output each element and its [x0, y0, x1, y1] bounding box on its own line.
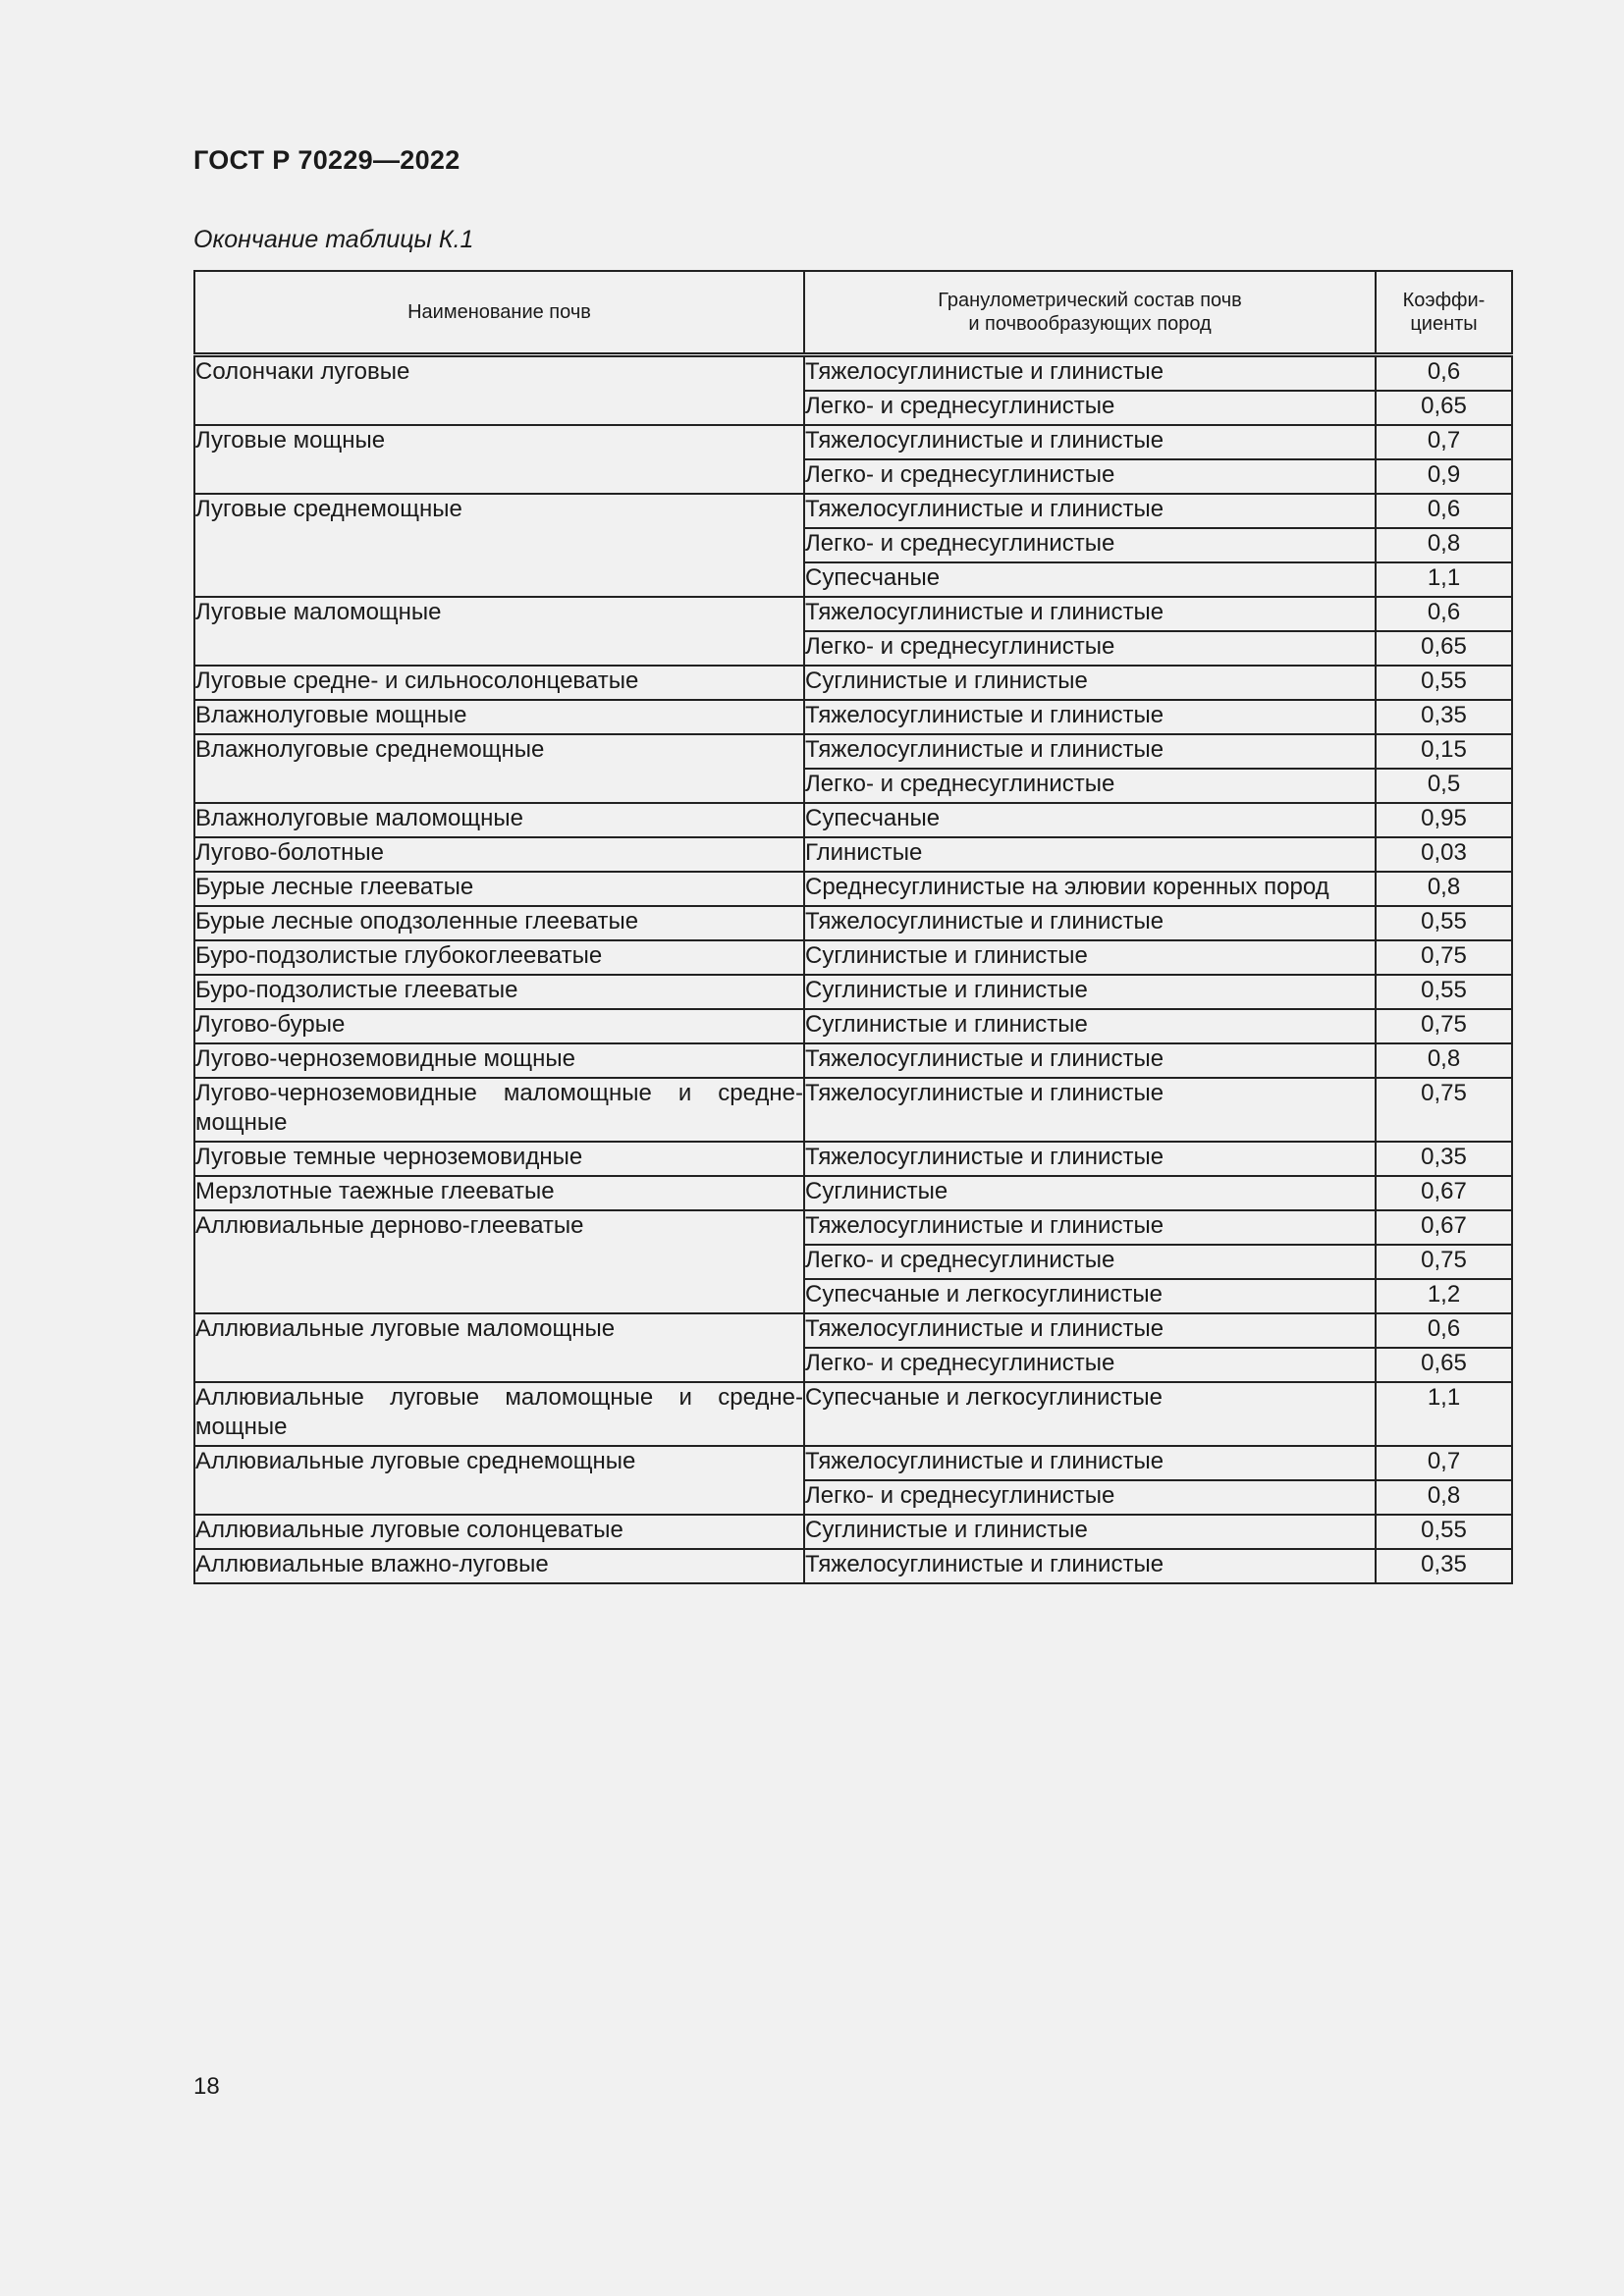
coefficient-cell: 0,67	[1376, 1176, 1512, 1210]
soil-name-cell: Луговые темные черноземовидные	[194, 1142, 804, 1176]
coefficient-cell: 0,8	[1376, 528, 1512, 562]
coefficient-cell: 0,6	[1376, 1313, 1512, 1348]
table-row	[194, 355, 1512, 392]
column-header-line: Коэффи-	[1402, 290, 1486, 311]
composition-cell: Легко- и среднесуглинистые	[804, 528, 1376, 562]
table-row	[194, 1549, 1512, 1583]
soil-name-cell: Солончаки луговые	[194, 355, 804, 426]
composition-cell: Суглинистые и глинистые	[804, 1009, 1376, 1043]
soil-name-cell: Луговые средне- и сильносолонцеватые	[194, 666, 804, 700]
composition-cell: Суглинистые и глинистые	[804, 666, 1376, 700]
column-header-line: Гранулометрический состав почв	[938, 290, 1242, 311]
soil-name-cell: Лугово-черноземовидные мощные	[194, 1043, 804, 1078]
composition-cell: Легко- и среднесуглинистые	[804, 769, 1376, 803]
soil-coefficients-table	[193, 270, 1513, 1584]
composition-cell: Суглинистые и глинистые	[804, 975, 1376, 1009]
coefficient-cell: 0,9	[1376, 459, 1512, 494]
soil-name-cell: Лугово-черноземовидные маломощные и средне-мощные	[194, 1078, 804, 1142]
composition-cell: Тяжелосуглинистые и глинистые	[804, 1142, 1376, 1176]
soil-name-cell: Буро-подзолистые глубокоглееватые	[194, 940, 804, 975]
coefficient-cell: 0,6	[1376, 494, 1512, 528]
coefficient-cell: 0,65	[1376, 1348, 1512, 1382]
composition-cell: Супесчаные и легкосуглинистые	[804, 1382, 1376, 1446]
composition-cell: Тяжелосуглинистые и глинистые	[804, 906, 1376, 940]
table-row	[194, 666, 1512, 700]
document-code: ГОСТ Р 70229—2022	[193, 145, 460, 175]
coefficient-cell: 0,8	[1376, 1480, 1512, 1515]
table-row	[194, 1210, 1512, 1245]
soil-name-cell: Лугово-болотные	[194, 837, 804, 872]
composition-cell: Тяжелосуглинистые и глинистые	[804, 425, 1376, 459]
coefficient-cell: 0,35	[1376, 1549, 1512, 1583]
composition-cell: Тяжелосуглинистые и глинистые	[804, 700, 1376, 734]
coefficient-cell: 0,55	[1376, 975, 1512, 1009]
coefficient-cell: 0,55	[1376, 1515, 1512, 1549]
table-row	[194, 837, 1512, 872]
composition-cell: Легко- и среднесуглинистые	[804, 1245, 1376, 1279]
coefficient-cell: 0,15	[1376, 734, 1512, 769]
soil-name-cell: Аллювиальные луговые солонцеватые	[194, 1515, 804, 1549]
column-header-line: циенты	[1410, 313, 1478, 335]
composition-cell: Суглинистые и глинистые	[804, 940, 1376, 975]
composition-cell: Легко- и среднесуглинистые	[804, 1348, 1376, 1382]
column-header-line: и почвообразующих пород	[968, 313, 1212, 335]
table-row	[194, 494, 1512, 528]
coefficient-cell: 0,5	[1376, 769, 1512, 803]
table-row	[194, 1515, 1512, 1549]
coefficient-cell: 1,2	[1376, 1279, 1512, 1313]
table-row	[194, 1078, 1512, 1142]
soil-name-cell: Мерзлотные таежные глееватые	[194, 1176, 804, 1210]
composition-cell: Суглинистые	[804, 1176, 1376, 1210]
soil-name-cell: Луговые среднемощные	[194, 494, 804, 597]
page-number: 18	[193, 2073, 220, 2100]
soil-name-cell: Бурые лесные оподзоленные глееватые	[194, 906, 804, 940]
composition-cell: Тяжелосуглинистые и глинистые	[804, 494, 1376, 528]
coefficient-cell: 0,75	[1376, 1078, 1512, 1142]
soil-name-cell: Влажнолуговые среднемощные	[194, 734, 804, 803]
column-header-coefficient	[1376, 271, 1512, 355]
table-row	[194, 1142, 1512, 1176]
column-header-soil-name	[194, 271, 804, 355]
coefficient-cell: 1,1	[1376, 562, 1512, 597]
table-row	[194, 700, 1512, 734]
coefficient-cell: 0,35	[1376, 1142, 1512, 1176]
table-row	[194, 940, 1512, 975]
coefficient-cell: 0,55	[1376, 906, 1512, 940]
soil-name-cell: Бурые лесные глееватые	[194, 872, 804, 906]
composition-cell: Среднесуглинистые на элювии коренных пород	[804, 872, 1376, 906]
column-header-composition	[804, 271, 1376, 355]
coefficient-cell: 0,67	[1376, 1210, 1512, 1245]
composition-cell: Тяжелосуглинистые и глинистые	[804, 1313, 1376, 1348]
table-row	[194, 872, 1512, 906]
table-row	[194, 975, 1512, 1009]
soil-name-cell: Буро-подзолистые глееватые	[194, 975, 804, 1009]
soil-name-cell: Аллювиальные влажно-луговые	[194, 1549, 804, 1583]
coefficient-cell: 0,7	[1376, 1446, 1512, 1480]
soil-name-cell: Луговые мощные	[194, 425, 804, 494]
composition-cell: Супесчаные	[804, 562, 1376, 597]
composition-cell: Тяжелосуглинистые и глинистые	[804, 734, 1376, 769]
table-row	[194, 906, 1512, 940]
coefficient-cell: 0,75	[1376, 940, 1512, 975]
composition-cell: Суглинистые и глинистые	[804, 1515, 1376, 1549]
composition-cell: Тяжелосуглинистые и глинистые	[804, 355, 1376, 392]
soil-name-cell: Луговые маломощные	[194, 597, 804, 666]
coefficient-cell: 0,55	[1376, 666, 1512, 700]
coefficient-cell: 0,75	[1376, 1245, 1512, 1279]
coefficient-cell: 0,6	[1376, 355, 1512, 392]
soil-name-cell: Влажнолуговые мощные	[194, 700, 804, 734]
table-caption: Окончание таблицы К.1	[193, 226, 474, 253]
soil-name-cell: Лугово-бурые	[194, 1009, 804, 1043]
composition-cell: Тяжелосуглинистые и глинистые	[804, 1043, 1376, 1078]
composition-cell: Тяжелосуглинистые и глинистые	[804, 1210, 1376, 1245]
coefficient-cell: 0,35	[1376, 700, 1512, 734]
table-row	[194, 597, 1512, 631]
composition-cell: Глинистые	[804, 837, 1376, 872]
coefficient-cell: 0,03	[1376, 837, 1512, 872]
composition-cell: Тяжелосуглинистые и глинистые	[804, 1549, 1376, 1583]
coefficient-cell: 0,8	[1376, 1043, 1512, 1078]
table-row	[194, 803, 1512, 837]
soil-name-cell: Влажнолуговые маломощные	[194, 803, 804, 837]
composition-cell: Легко- и среднесуглинистые	[804, 391, 1376, 425]
composition-cell: Легко- и среднесуглинистые	[804, 459, 1376, 494]
table-row	[194, 1313, 1512, 1348]
column-header-line: Наименование почв	[407, 301, 591, 323]
table-row	[194, 1176, 1512, 1210]
soil-name-cell: Аллювиальные дерново-глееватые	[194, 1210, 804, 1313]
coefficient-cell: 0,7	[1376, 425, 1512, 459]
composition-cell: Супесчаные и легкосуглинистые	[804, 1279, 1376, 1313]
soil-name-cell: Аллювиальные луговые маломощные и средне-мощные	[194, 1382, 804, 1446]
table-row	[194, 1043, 1512, 1078]
table-body	[194, 355, 1512, 1584]
coefficient-cell: 0,75	[1376, 1009, 1512, 1043]
coefficient-cell: 0,65	[1376, 631, 1512, 666]
coefficient-cell: 0,8	[1376, 872, 1512, 906]
composition-cell: Легко- и среднесуглинистые	[804, 631, 1376, 666]
table-row	[194, 425, 1512, 459]
composition-cell: Легко- и среднесуглинистые	[804, 1480, 1376, 1515]
composition-cell: Супесчаные	[804, 803, 1376, 837]
soil-name-cell: Аллювиальные луговые маломощные	[194, 1313, 804, 1382]
table-row	[194, 1009, 1512, 1043]
composition-cell: Тяжелосуглинистые и глинистые	[804, 597, 1376, 631]
coefficient-cell: 0,95	[1376, 803, 1512, 837]
table-row	[194, 1446, 1512, 1480]
table-row	[194, 1382, 1512, 1446]
coefficient-cell: 0,6	[1376, 597, 1512, 631]
soil-name-cell: Аллювиальные луговые среднемощные	[194, 1446, 804, 1515]
table-header	[194, 271, 1512, 355]
coefficient-cell: 0,65	[1376, 391, 1512, 425]
composition-cell: Тяжелосуглинистые и глинистые	[804, 1078, 1376, 1142]
composition-cell: Тяжелосуглинистые и глинистые	[804, 1446, 1376, 1480]
coefficient-cell: 1,1	[1376, 1382, 1512, 1446]
table-row	[194, 734, 1512, 769]
